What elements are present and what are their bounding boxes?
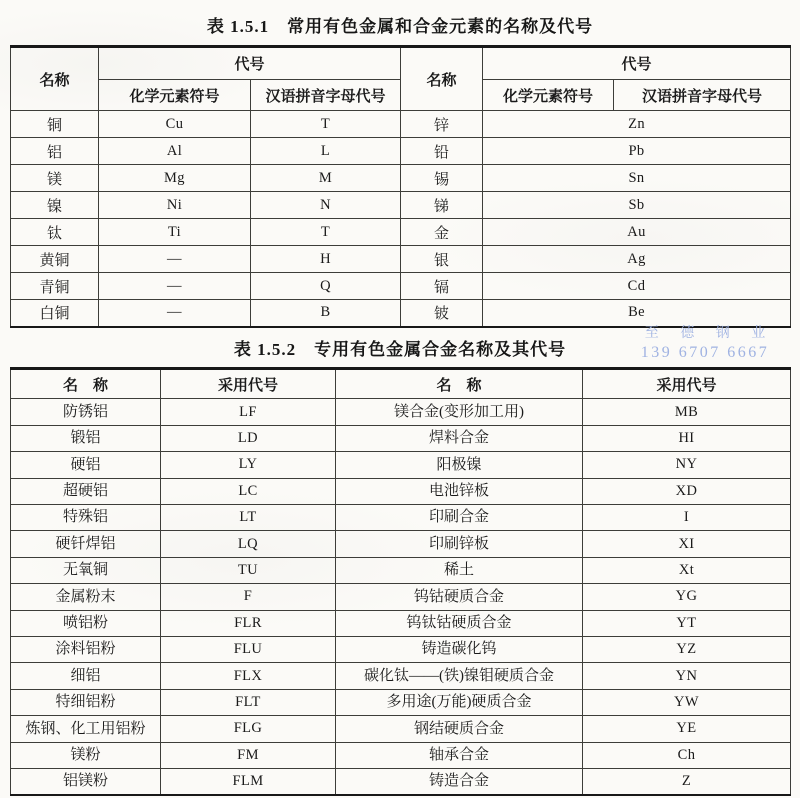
alloy-name-cell: 轴承合金 — [336, 742, 583, 768]
alloy-name-cell: 特殊铝 — [11, 505, 161, 531]
metal-name-cell: 白铜 — [11, 300, 99, 327]
alloy-name-cell: 喷铝粉 — [11, 610, 161, 636]
alloy-name-cell: 镁合金(变形加工用) — [336, 399, 583, 425]
alloy-name-cell: 超硬铝 — [11, 478, 161, 504]
chem-symbol-cell: Sb — [483, 192, 791, 219]
alloy-code-cell: Xt — [583, 557, 791, 583]
alloy-code-cell: TU — [161, 557, 336, 583]
table-row — [11, 505, 791, 531]
alloy-code-cell: YW — [583, 689, 791, 715]
alloy-code-cell: HI — [583, 425, 791, 451]
table-row — [11, 636, 791, 662]
metal-name-cell: 锌 — [401, 111, 483, 138]
alloy-code-cell: NY — [583, 452, 791, 478]
watermark-phone: 139 6707 6667 — [640, 344, 770, 361]
header-name: 名 称 — [336, 369, 583, 399]
alloy-code-cell: MB — [583, 399, 791, 425]
alloy-name-cell: 印刷合金 — [336, 505, 583, 531]
table-row — [11, 111, 791, 138]
alloy-code-cell: FLX — [161, 663, 336, 689]
table-row — [11, 742, 791, 768]
alloy-name-cell: 硬钎焊铝 — [11, 531, 161, 557]
chem-symbol-cell: Ag — [483, 246, 791, 273]
table-header-row — [11, 47, 791, 80]
table-row — [11, 425, 791, 451]
alloy-name-cell: 电池锌板 — [336, 478, 583, 504]
alloy-name-cell: 铸造碳化钨 — [336, 636, 583, 662]
chem-symbol-cell: — — [99, 246, 251, 273]
metal-name-cell: 银 — [401, 246, 483, 273]
alloy-code-cell: LC — [161, 478, 336, 504]
header-adopted-code: 采用代号 — [583, 369, 791, 399]
metal-name-cell: 铅 — [401, 138, 483, 165]
alloys-codes-table — [10, 367, 791, 796]
header-pinyin-code: 汉语拼音字母代号 — [251, 80, 401, 111]
pinyin-code-cell: L — [251, 138, 401, 165]
alloy-name-cell: 焊料合金 — [336, 425, 583, 451]
table-row — [11, 138, 791, 165]
header-chem-symbol: 化学元素符号 — [483, 80, 614, 111]
alloy-code-cell: LQ — [161, 531, 336, 557]
chem-symbol-cell: Be — [483, 300, 791, 327]
alloy-code-cell: YN — [583, 663, 791, 689]
header-chem-symbol: 化学元素符号 — [99, 80, 251, 111]
table-row — [11, 716, 791, 742]
chem-symbol-cell: — — [99, 273, 251, 300]
alloy-code-cell: FLR — [161, 610, 336, 636]
metals-codes-table — [10, 45, 791, 328]
metal-name-cell: 铝 — [11, 138, 99, 165]
table-row — [11, 768, 791, 795]
alloy-code-cell: YZ — [583, 636, 791, 662]
pinyin-code-cell: Q — [251, 273, 401, 300]
alloy-code-cell: LT — [161, 505, 336, 531]
alloy-code-cell: XD — [583, 478, 791, 504]
table2-caption: 表 1.5.2 专用有色金属合金名称及其代号 — [233, 340, 567, 359]
alloy-name-cell: 铸造合金 — [336, 768, 583, 795]
chem-symbol-cell: Pb — [483, 138, 791, 165]
chem-symbol-cell: Cd — [483, 273, 791, 300]
metal-name-cell: 锡 — [401, 165, 483, 192]
table-row — [11, 273, 791, 300]
alloy-name-cell: 镁粉 — [11, 742, 161, 768]
alloy-name-cell: 锻铝 — [11, 425, 161, 451]
metal-name-cell: 铜 — [11, 111, 99, 138]
metal-name-cell: 金 — [401, 219, 483, 246]
header-adopted-code: 采用代号 — [161, 369, 336, 399]
alloy-code-cell: FM — [161, 742, 336, 768]
alloy-name-cell: 细铝 — [11, 663, 161, 689]
alloy-code-cell: YE — [583, 716, 791, 742]
table-row — [11, 300, 791, 327]
alloy-name-cell: 硬铝 — [11, 452, 161, 478]
table-row — [11, 478, 791, 504]
chem-symbol-cell: Au — [483, 219, 791, 246]
alloy-code-cell: LY — [161, 452, 336, 478]
metal-name-cell: 锑 — [401, 192, 483, 219]
header-name: 名称 — [11, 47, 99, 111]
alloy-code-cell: YG — [583, 584, 791, 610]
alloy-name-cell: 稀土 — [336, 557, 583, 583]
alloy-name-cell: 无氧铜 — [11, 557, 161, 583]
alloy-name-cell: 防锈铝 — [11, 399, 161, 425]
header-name: 名称 — [401, 47, 483, 111]
metal-name-cell: 镁 — [11, 165, 99, 192]
alloy-code-cell: FLT — [161, 689, 336, 715]
alloy-name-cell: 碳化钛——(铁)镍钼硬质合金 — [336, 663, 583, 689]
chem-symbol-cell: Al — [99, 138, 251, 165]
pinyin-code-cell: T — [251, 111, 401, 138]
chem-symbol-cell: — — [99, 300, 251, 327]
header-name: 名 称 — [11, 369, 161, 399]
alloy-name-cell: 特细铝粉 — [11, 689, 161, 715]
alloy-name-cell: 金属粉末 — [11, 584, 161, 610]
pinyin-code-cell: T — [251, 219, 401, 246]
alloy-code-cell: Ch — [583, 742, 791, 768]
table-row — [11, 689, 791, 715]
metal-name-cell: 铍 — [401, 300, 483, 327]
table-header-row — [11, 369, 791, 399]
alloy-name-cell: 钨钛钴硬质合金 — [336, 610, 583, 636]
alloy-name-cell: 多用途(万能)硬质合金 — [336, 689, 583, 715]
alloy-code-cell: FLM — [161, 768, 336, 795]
table-row — [11, 399, 791, 425]
chem-symbol-cell: Cu — [99, 111, 251, 138]
metal-name-cell: 镉 — [401, 273, 483, 300]
table-row — [11, 663, 791, 689]
pinyin-code-cell: B — [251, 300, 401, 327]
alloy-name-cell: 阳极镍 — [336, 452, 583, 478]
chem-symbol-cell: Mg — [99, 165, 251, 192]
pinyin-code-cell: N — [251, 192, 401, 219]
table-row — [11, 610, 791, 636]
alloy-name-cell: 印刷锌板 — [336, 531, 583, 557]
alloy-code-cell: F — [161, 584, 336, 610]
table-row — [11, 246, 791, 273]
chem-symbol-cell: Zn — [483, 111, 791, 138]
watermark-company: 至 德 钢 业 — [644, 326, 775, 341]
alloy-code-cell: FLG — [161, 716, 336, 742]
header-code: 代号 — [99, 47, 401, 80]
table-row — [11, 531, 791, 557]
table-row — [11, 192, 791, 219]
alloy-code-cell: Z — [583, 768, 791, 795]
pinyin-code-cell: H — [251, 246, 401, 273]
header-pinyin-code: 汉语拼音字母代号 — [614, 80, 791, 111]
header-code: 代号 — [483, 47, 791, 80]
alloy-code-cell: FLU — [161, 636, 336, 662]
metal-name-cell: 青铜 — [11, 273, 99, 300]
alloy-name-cell: 钨钴硬质合金 — [336, 584, 583, 610]
alloy-code-cell: YT — [583, 610, 791, 636]
table-row — [11, 165, 791, 192]
chem-symbol-cell: Ni — [99, 192, 251, 219]
alloy-code-cell: LD — [161, 425, 336, 451]
table-row — [11, 557, 791, 583]
chem-symbol-cell: Sn — [483, 165, 791, 192]
metal-name-cell: 钛 — [11, 219, 99, 246]
table1-caption: 表 1.5.1 常用有色金属和合金元素的名称及代号 — [206, 17, 594, 36]
table-row — [11, 452, 791, 478]
alloy-name-cell: 钢结硬质合金 — [336, 716, 583, 742]
alloy-name-cell: 铝镁粉 — [11, 768, 161, 795]
alloy-name-cell: 炼钢、化工用铝粉 — [11, 716, 161, 742]
alloy-code-cell: I — [583, 505, 791, 531]
chem-symbol-cell: Ti — [99, 219, 251, 246]
alloy-code-cell: LF — [161, 399, 336, 425]
alloy-code-cell: XI — [583, 531, 791, 557]
table-row — [11, 584, 791, 610]
alloy-name-cell: 涂料铝粉 — [11, 636, 161, 662]
table-row — [11, 219, 791, 246]
metal-name-cell: 黄铜 — [11, 246, 99, 273]
pinyin-code-cell: M — [251, 165, 401, 192]
metal-name-cell: 镍 — [11, 192, 99, 219]
